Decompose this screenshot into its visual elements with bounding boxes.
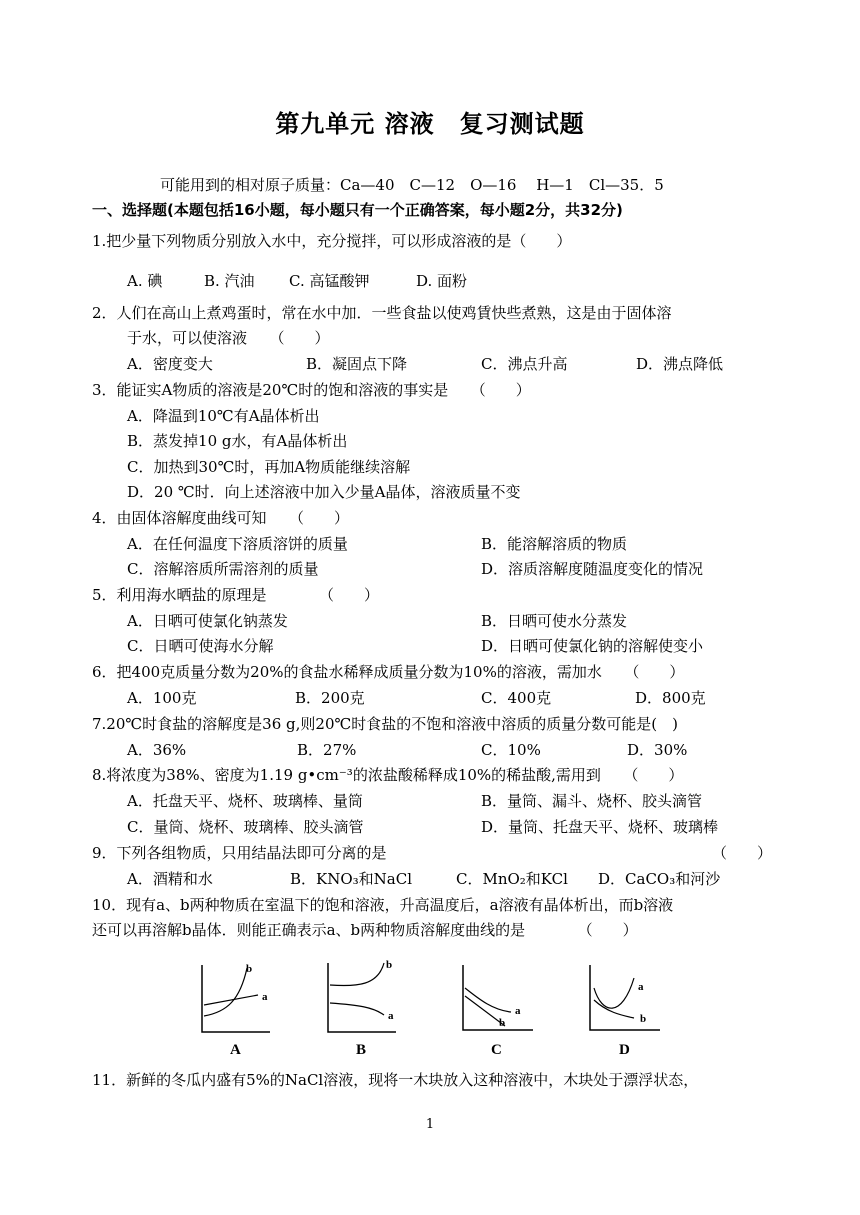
question-11-stem: 11．新鲜的冬瓜内盛有5%的NaCl溶液，现将一木块放入这种溶液中，木块处于漂浮状态，	[92, 1071, 699, 1089]
q1-option-c: C. 高锰酸钾	[289, 272, 370, 290]
q6-option-b: B．200克	[295, 689, 365, 707]
solubility-graph-c	[455, 960, 545, 1040]
q3-option-c: C．加热到30℃时，再加A物质能继续溶解	[127, 458, 411, 476]
q4-option-b: B．能溶解溶质的物质	[481, 535, 628, 553]
q7-option-d: D．30%	[627, 741, 688, 759]
q4-option-a: A．在任何温度下溶质溶饼的质量	[127, 535, 348, 553]
question-10-stem: 10．现有a、b两种物质在室温下的饱和溶液，升高温度后，a溶液有晶体析出，而b溶液	[92, 896, 674, 914]
question-9-stem: 9．下列各组物质，只用结晶法即可分离的是	[92, 844, 387, 862]
q2-option-d: D．沸点降低	[636, 355, 724, 373]
solubility-graph-b	[318, 955, 408, 1040]
q4-option-d: D．溶质溶解度随温度变化的情况	[481, 560, 704, 578]
q6-option-c: C．400克	[481, 689, 552, 707]
question-2-stem-cont: 于水，可以使溶液 （ ）	[127, 329, 330, 347]
q6-option-a: A．100克	[127, 689, 197, 707]
graph-c-caption: C	[491, 1042, 502, 1058]
q9-option-a: A．酒精和水	[127, 870, 213, 888]
q3-option-b: B．蒸发掉10 g水，有A晶体析出	[127, 432, 348, 450]
graph-c-label-b: b	[499, 1017, 506, 1029]
graph-a-label-a: a	[262, 991, 268, 1003]
q6-option-d: D．800克	[635, 689, 706, 707]
q9-option-b: B．KNO₃和NaCl	[290, 870, 413, 888]
q9-option-c: C．MnO₂和KCl	[456, 870, 568, 888]
section-heading: 一、选择题(本题包括16小题，每小题只有一个正确答案，每小题2分，共32分)	[92, 201, 623, 219]
question-7-stem: 7.20℃时食盐的溶解度是36 g,则20℃时食盐的不饱和溶液中溶质的质量分数可能是( )	[92, 715, 678, 733]
solubility-graph-d	[582, 960, 672, 1040]
q9-option-d: D．CaCO₃和河沙	[598, 870, 721, 888]
q2-option-c: C．沸点升高	[481, 355, 568, 373]
question-6-stem: 6．把400克质量分数为20%的食盐水稀释成质量分数为10%的溶液，需加水 （ ）	[92, 663, 685, 681]
question-3-stem: 3．能证实A物质的溶液是20℃时的饱和溶液的事实是 （ ）	[92, 381, 531, 399]
graph-b-caption: B	[356, 1042, 367, 1058]
q8-option-d: D．量筒、托盘天平、烧杯、玻璃棒	[481, 818, 719, 836]
q3-option-d: D．20 ℃时．向上述溶液中加入少量A晶体，溶液质量不变	[127, 483, 521, 501]
q5-option-b: B．日晒可使水分蒸发	[481, 612, 628, 630]
graph-d-label-b: b	[640, 1013, 647, 1025]
q8-option-b: B．量筒、漏斗、烧杯、胶头滴管	[481, 792, 703, 810]
question-1-stem: 1.把少量下列物质分别放入水中，充分搅拌，可以形成溶液的是（ ）	[92, 232, 572, 250]
q3-option-a: A．降温到10℃有A晶体析出	[127, 407, 320, 425]
q8-option-c: C．量筒、烧杯、玻璃棒、胶头滴管	[127, 818, 364, 836]
q8-option-a: A．托盘天平、烧杯、玻璃棒、量筒	[127, 792, 363, 810]
page-title: 第九单元 溶液 复习测试题	[275, 110, 585, 138]
q1-option-a: A. 碘	[127, 272, 163, 290]
graph-d-caption: D	[619, 1042, 630, 1058]
question-5-stem: 5．利用海水晒盐的原理是 （ ）	[92, 586, 380, 604]
graph-b-label-a: a	[388, 1010, 394, 1022]
q7-option-b: B．27%	[297, 741, 357, 759]
graph-b-label-b: b	[386, 959, 393, 971]
page-number: 1	[425, 1117, 435, 1132]
q2-option-a: A．密度变大	[127, 355, 213, 373]
graph-d-label-a: a	[638, 981, 644, 993]
graph-c-label-a: a	[515, 1005, 521, 1017]
question-9-bracket: （ ）	[712, 844, 773, 862]
question-8-stem: 8.将浓度为38%、密度为1.19 g•cm⁻³的浓盐酸稀释成10%的稀盐酸,需用到 （ ）	[92, 766, 684, 784]
graph-a-caption: A	[230, 1042, 241, 1058]
q4-option-c: C．溶解溶质所需溶剂的质量	[127, 560, 319, 578]
solubility-graph-a	[192, 960, 282, 1040]
q1-option-b: B. 汽油	[204, 272, 255, 290]
q7-option-c: C．10%	[481, 741, 541, 759]
atomic-mass-note: 可能用到的相对原子质量：Ca—40 C—12 O—16 H—1 Cl—35．5	[160, 176, 664, 194]
q7-option-a: A．36%	[127, 741, 187, 759]
question-4-stem: 4．由固体溶解度曲线可知 （ ）	[92, 509, 350, 527]
q5-option-c: C．日晒可使海水分解	[127, 637, 274, 655]
question-2-stem: 2．人们在高山上煮鸡蛋时，常在水中加．一些食盐以使鸡賃快些煮熟，这是由于固体溶	[92, 304, 672, 322]
q5-option-d: D．日晒可使氯化钠的溶解使变小	[481, 637, 704, 655]
q1-option-d: D. 面粉	[416, 272, 468, 290]
q5-option-a: A．日晒可使氯化钠蒸发	[127, 612, 288, 630]
graph-a-label-b: b	[246, 963, 253, 975]
q2-option-b: B．凝固点下降	[306, 355, 408, 373]
question-10-stem-cont: 还可以再溶解b晶体．则能正确表示a、b两种物质溶解度曲线的是 （ ）	[92, 921, 638, 939]
